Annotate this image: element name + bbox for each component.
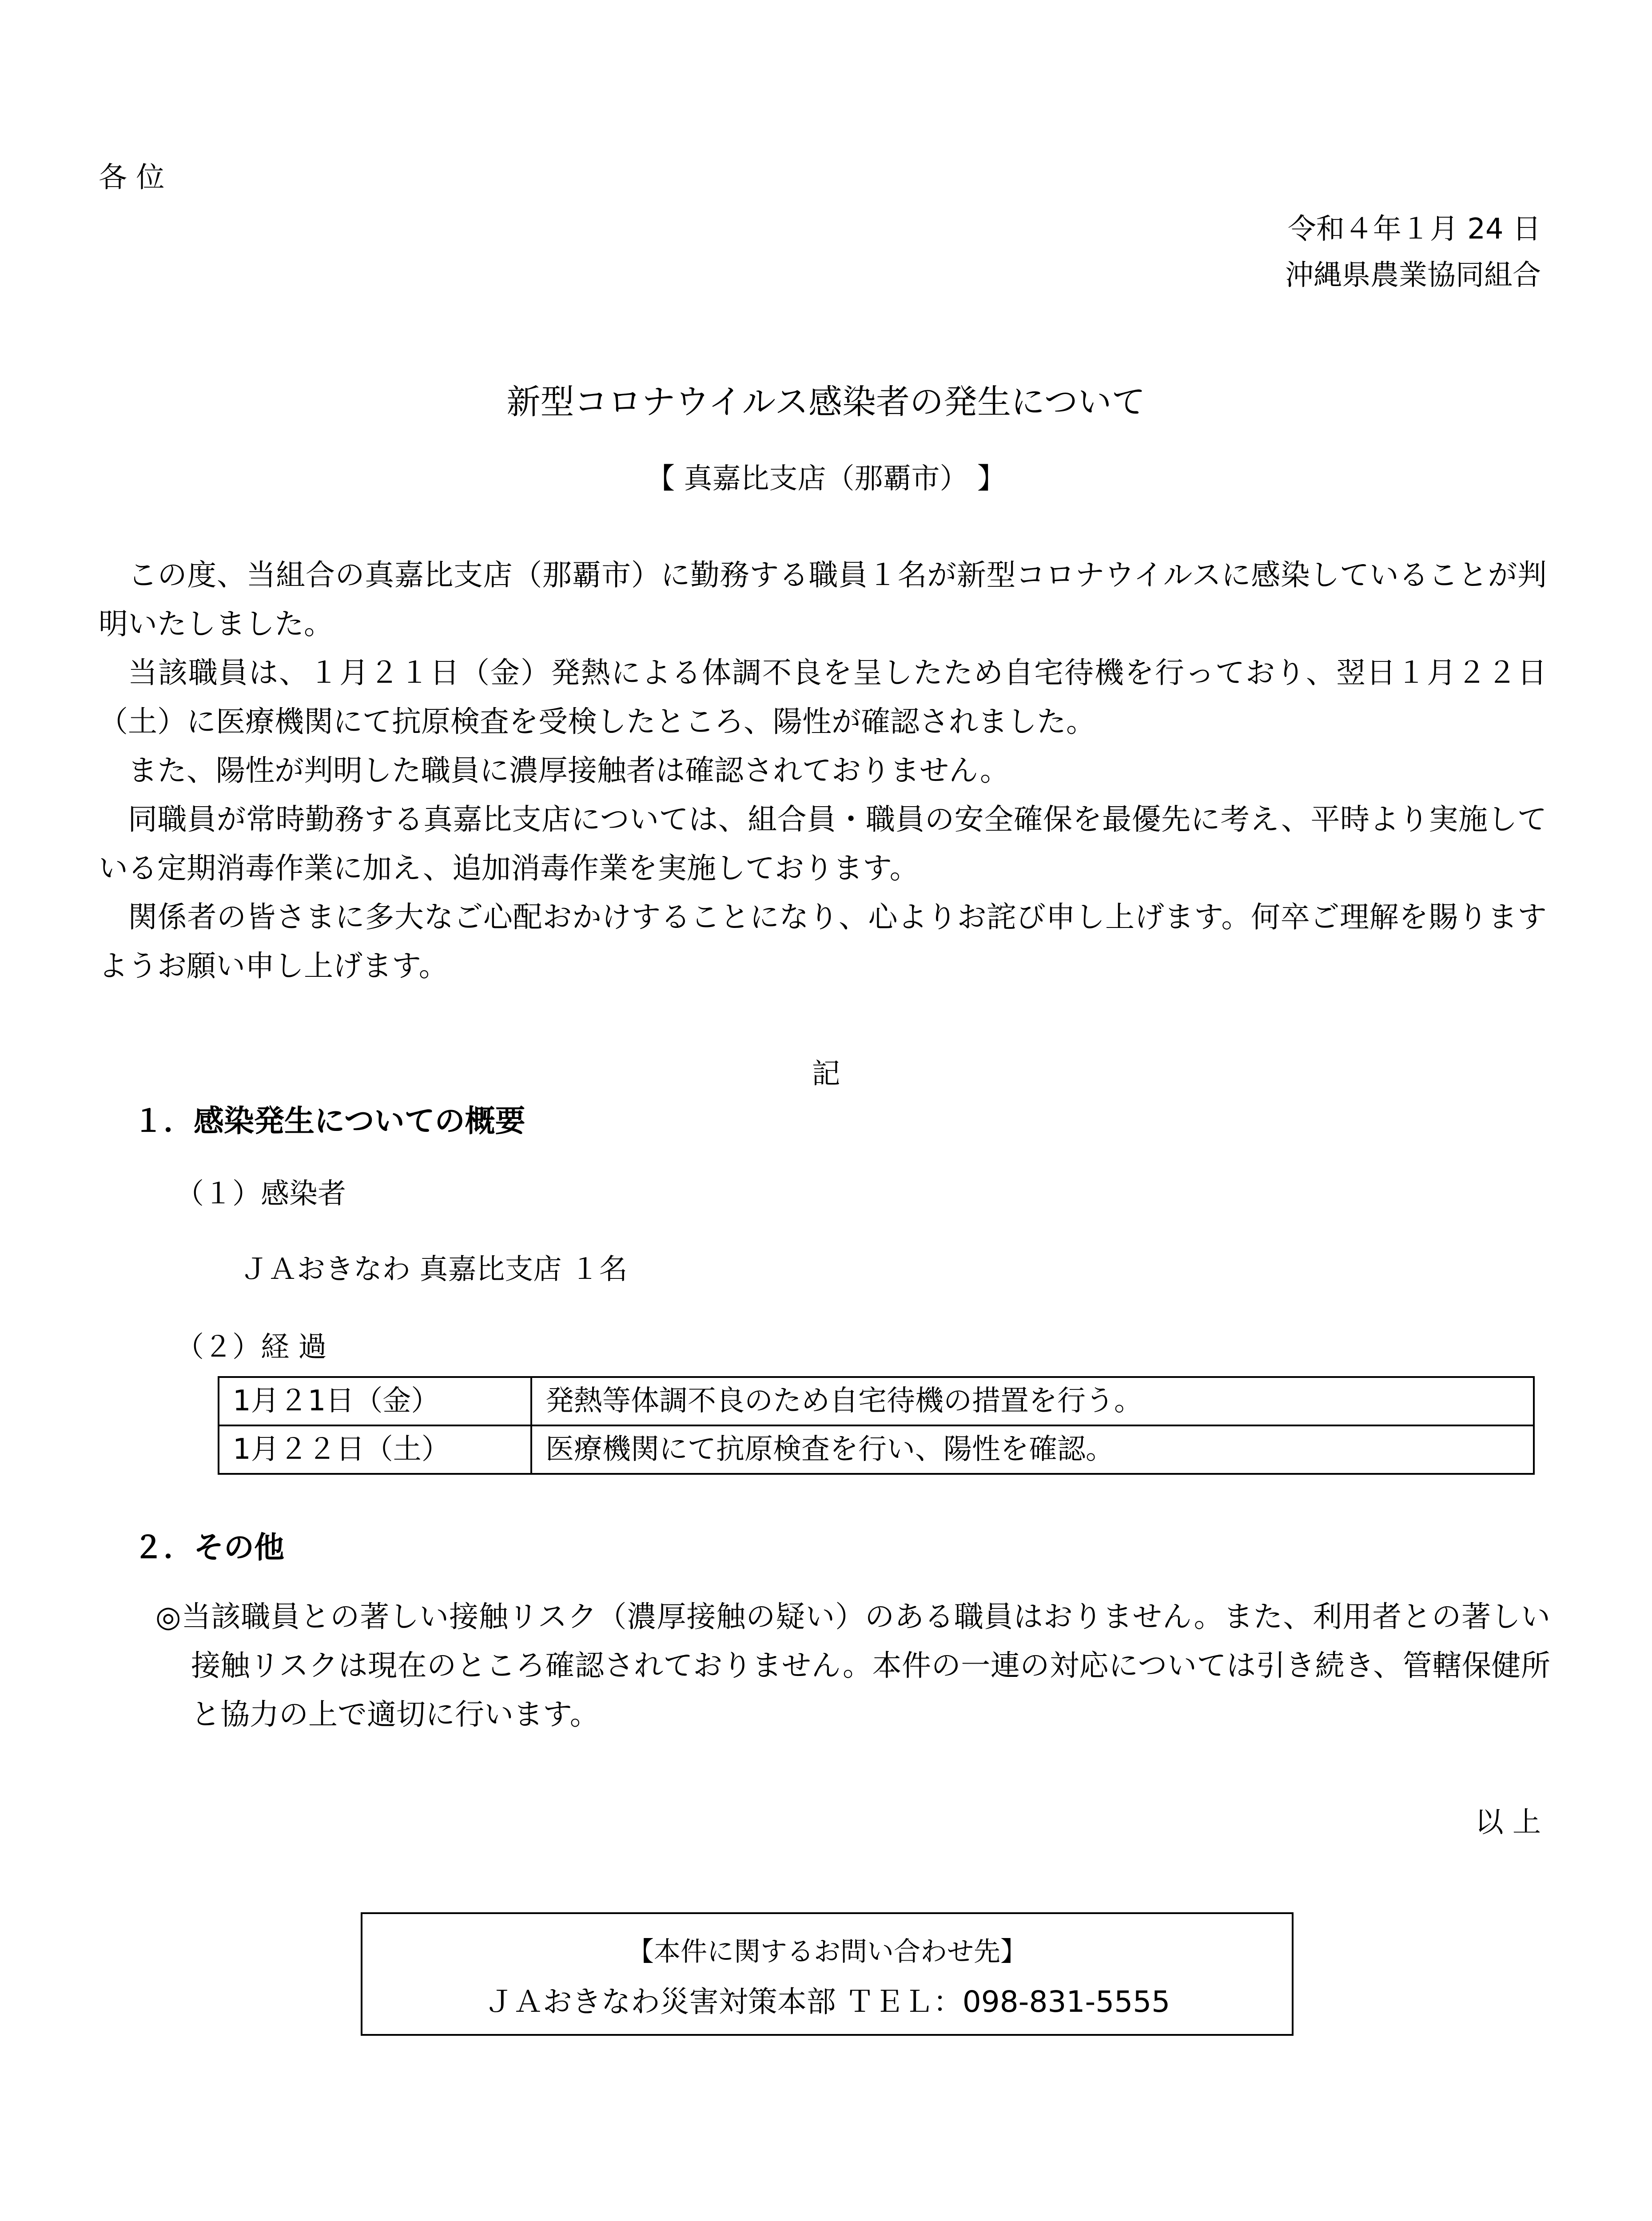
section-2-heading: ２．その他 (133, 1530, 285, 1565)
table-row (219, 1425, 1534, 1474)
addressee: 各 位 (99, 161, 165, 194)
section-1-heading: １．感染発生についての概要 (133, 1104, 525, 1139)
section-2-paragraph: ◎当該職員との著しい接触リスク（濃厚接触の疑い）のある職員はおりません。また、利用者との著しい接触リスクは現在のところ確認されておりません。本件の一連の対応については引き続き、管轄保健所と協力の上で適切に行います。 (155, 1600, 1550, 1731)
timeline-date: 1月２1日（金） (219, 1377, 531, 1425)
body-paragraph: 関係者の皆さまに多大なご心配おかけすることになり、心よりお詫び申し上げます。何卒ご理解を賜りますようお願い申し上げます。 (99, 900, 1547, 983)
timeline-event: 医療機関にて抗原検査を行い、陽性を確認。 (531, 1425, 1534, 1474)
issue-date: 令和４年１月 24 日 (1287, 213, 1541, 246)
timeline-table (218, 1376, 1535, 1475)
timeline-event: 発熱等体調不良のため自宅待機の措置を行う。 (531, 1377, 1534, 1425)
closing-mark: 以 上 (1475, 1806, 1541, 1839)
body-paragraph: 当該職員は、１月２１日（金）発熱による体調不良を呈したため自宅待機を行っており、翌日１月２２日（土）に医療機関にて抗原検査を受検したところ、陽性が確認されました。 (99, 656, 1547, 739)
branch-label: 【 真嘉比支店（那覇市） 】 (646, 462, 1006, 495)
infected-detail: ＪＡおきなわ 真嘉比支店 １名 (240, 1253, 628, 1286)
body-paragraph: また、陽性が判明した職員に濃厚接触者は確認されておりません。 (128, 753, 1009, 788)
contact-title: 【本件に関するお問い合わせ先】 (627, 1936, 1027, 1967)
section-2-body (155, 1592, 1550, 1739)
timeline-date: 1月２２日（土） (219, 1425, 531, 1474)
issuing-organization: 沖縄県農業協同組合 (1285, 259, 1541, 292)
contact-box (361, 1912, 1294, 2036)
body-paragraph: 同職員が常時勤務する真嘉比支店については、組合員・職員の安全確保を最優先に考え、平時より実施している定期消毒作業に加え、追加消毒作業を実施しております。 (99, 802, 1547, 885)
infected-subheading: （１）感染者 (175, 1178, 346, 1210)
ki-marker: 記 (812, 1058, 840, 1091)
table-row (219, 1377, 1534, 1425)
body-paragraph: この度、当組合の真嘉比支店（那覇市）に勤務する職員１名が新型コロナウイルスに感染していることが判明いたしました。 (99, 558, 1547, 641)
body-text (99, 551, 1547, 991)
contact-info: ＪＡおきなわ災害対策本部 ＴＥＬ：098-831-5555 (484, 1985, 1170, 2019)
progress-subheading: （２）経 過 (175, 1331, 327, 1364)
document-title: 新型コロナウイルス感染者の発生について (506, 382, 1146, 422)
